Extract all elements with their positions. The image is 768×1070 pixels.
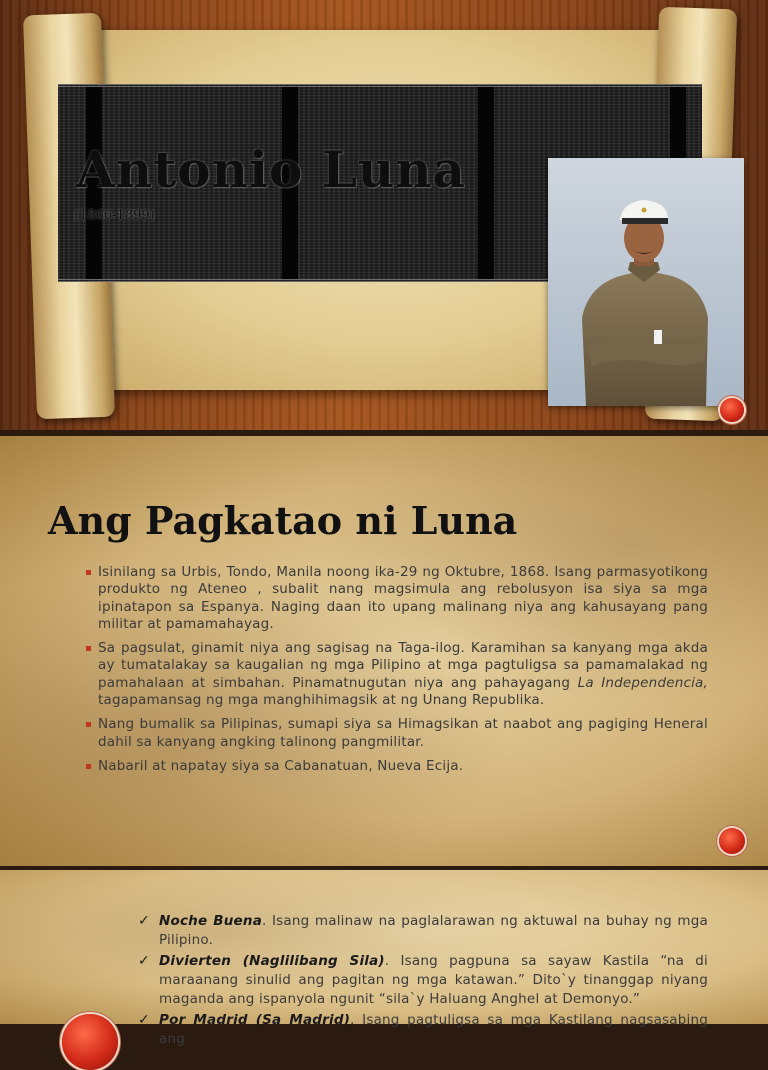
works-title: Por Madrid (Sa Madrid) [159,1012,351,1028]
works-text: . Isang malinaw na paglalarawan ng aktuwal na buhay ng mga Pilipino. [159,913,708,948]
slide-marker-dot [719,828,745,854]
checkmark-icon: ✓ [138,913,150,929]
bullet-list [86,564,708,782]
works-item [138,952,708,1009]
bullet-item: Nang bumalik sa Pilipinas, sumapi siya sa Himagsikan at naabot ang pagiging Heneral dahil sa kanyang angking talinong pangmilitar. [86,716,708,751]
bullet-text: Sa pagsulat, ginamit niya ang sagisag na Taga-ilog. Karamihan sa kanyang mga akda ay tumatalakay sa kaugalian ng mga Pilipino at mga pagtuligsa sa pamamalakad ng pamahalaan at simbahan. Pinamatnugutan niya ang pahayagang [98,640,708,691]
works-list [138,912,708,1051]
slide-subtitle: (1866-1899) [74,208,155,223]
works-text: . Isang pagpuna sa sayaw Kastila “na di maraanang sinulid ang pagitan ng mga katawan.” Dito`y tinanggap niyang maganda ang ispanyola ngunit “sila`y Haluang Anghel at Demonyo.” [159,953,708,1007]
bullet-item: Nabaril at napatay siya sa Cabanatuan, Nueva Ecija. [86,758,708,775]
works-item [138,1011,708,1049]
band-divider [478,87,494,279]
checkmark-icon: ✓ [138,953,150,969]
works-text: . Isang pagtuligsa sa mga Kastilang nagsasabing ang [159,1012,709,1047]
content-slide [0,436,768,866]
bullet-italic-text: La Independencia, [577,674,709,691]
slide-marker-dot [62,1014,118,1070]
bullet-text: tagapamansag ng mga manghihimagsik at ng Unang Republika. [98,692,545,709]
bullet-item: Isinilang sa Urbis, Tondo, Manila noong ika-29 ng Oktubre, 1868. Isang parmasyotikong produkto ng Ateneo , subalit nang magsimula ang rebolusyon isa siya sa mga ipinatapon sa Espanya. Naging daan ito upang malinang niya ang kahusayang pang militar at pamamahayag. [86,564,708,633]
slide-heading: Ang Pagkatao ni Luna [48,498,518,543]
works-title: Divierten (Naglilibang Sila) [159,953,385,969]
portrait-photo [548,158,744,406]
works-item [138,912,708,950]
works-slide [0,870,768,1047]
portrait-illustration [548,158,744,406]
title-slide [0,0,768,430]
slide-marker-dot [720,398,744,422]
slide-title: Antonio Luna [76,140,466,199]
bullet-item [86,640,708,709]
checkmark-icon: ✓ [138,1012,150,1028]
works-title: Noche Buena [159,913,263,929]
